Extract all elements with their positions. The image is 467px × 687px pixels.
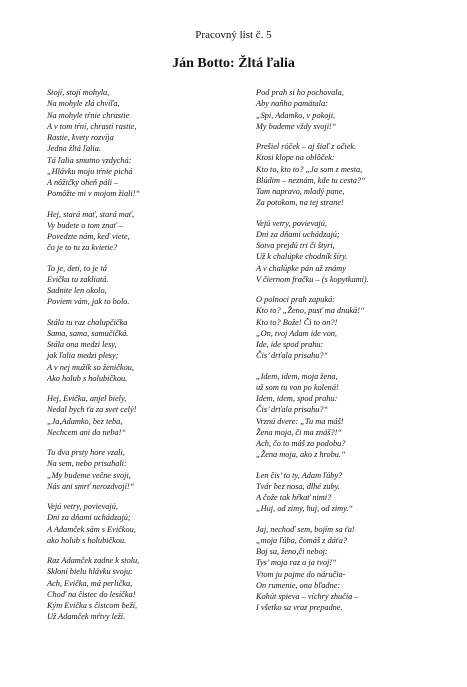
poem-line: „Idem, idem, moja žena, (256, 371, 338, 381)
poem-line: Ako holub s holubičkou. (47, 373, 128, 383)
poem-line: Tam napravo, mladý pane, (256, 187, 345, 196)
poem-line: „Huj, od zimy, huj, od zimy.“ (256, 504, 354, 514)
poem-line: Aby naňho pamätala: (256, 99, 328, 109)
poem-line: Tys’ moja raz a ja tvoj!“ (256, 558, 337, 568)
poem-line: „My budeme večne svoji, (47, 470, 131, 480)
poem-line: My budeme vždy svoji!“ (256, 121, 337, 131)
poem-line: Vrznú dvere: „Tu ma máš! (256, 416, 344, 426)
poem-line: Evička tu zakliatá. (47, 274, 109, 284)
poem-line: Nechcem ani do neba!“ (47, 427, 127, 437)
poem-left-column (47, 87, 257, 632)
poem-stanza (47, 87, 257, 200)
poem-line: A Adamček sám s Evičkou, (47, 524, 136, 534)
poem-line: „On, tvoj Adam ide von, (256, 328, 337, 338)
poem-line: A čože tak hŕkať nimi? (256, 493, 332, 502)
poem-line: čo je to tu za kvietie? (47, 243, 118, 253)
poem-line: I všetko sa vraz prepadne. (256, 603, 343, 613)
poem-stanza (256, 141, 466, 209)
poem-line: Nedal bych ťa za svet celý! (47, 405, 137, 415)
poem-stanza (47, 447, 257, 492)
poem-stanza (47, 263, 257, 308)
poem-line: Sadnite len okolo, (47, 286, 107, 295)
poem-line: Tu dva prsty hore vzali, (47, 448, 125, 457)
poem-stanza (47, 501, 257, 546)
poem-line: Na mohyle zlá chvíľa, (47, 99, 120, 109)
poem-line: Raz Adamček zadne k stolu, (47, 556, 140, 565)
poem-line: Na mohyle tŕnie chrastie (47, 110, 130, 120)
poem-line: Ach, Evička, má perlička, (47, 578, 133, 588)
poem-line: Čis’ drťala prisahu?“ (256, 351, 329, 361)
poem-line: „moja ľúba, čomáš z dáťa? (256, 535, 348, 545)
poem-line: Prešiel róček – aj šiaľ z očiek. (256, 142, 357, 151)
poem-stanza (47, 555, 257, 623)
poem-line: Dni za dňami uchádzajú; (47, 513, 131, 523)
poem-line: Nás ani smrť nerozdvojí!“ (47, 481, 135, 491)
poem-line: Kto to? „Ženo, pusť ma dnuká!“ (256, 306, 365, 316)
poem-stanza (256, 470, 466, 515)
poem-line: To je, deti, to je tá (47, 263, 107, 273)
poem-line: Stojí, stojí mohyla, (47, 88, 110, 97)
poem-line: Už Adamček mŕtvy leží. (47, 612, 126, 622)
poem-line: Boj sa, ženo,či neboj: (256, 547, 328, 556)
poem-line: „Žena moja, ako z hrobu.“ (256, 450, 346, 460)
poem-line: O polnoci prah zapuká: (256, 295, 336, 304)
poem-line: Dni za dňami uchádzajú; (256, 229, 340, 239)
poem-line: A v nej mužík so ženičkou, (47, 362, 134, 372)
poem-stanza (256, 524, 466, 614)
poem-line: „Hlávku moju tŕnie pichá (47, 166, 133, 176)
poem-line: „Ja,Adamko, bez teba, (47, 416, 123, 426)
poem-line: V čiernom fračku – (s kopytkami). (256, 274, 369, 284)
poem-line: Stála tu raz chalupčička (47, 317, 128, 327)
poem-line: Ach, čo to máš za podobu? (256, 439, 346, 448)
poem-line: Vejú vetry, povievajú, (47, 502, 118, 511)
poem-stanza (256, 87, 466, 132)
poem-line: Už k chalúpke chodník šíry. (256, 252, 348, 262)
poem-stanza (256, 218, 466, 286)
poem-line: Vejú vetry, povievajú, (256, 218, 327, 228)
poem-stanza (47, 209, 257, 254)
poem-stanza (47, 317, 257, 385)
poem-line: Skloní bielu hlávku svoju: (47, 567, 133, 577)
poem-line: A v tom tŕní, chrastí rastie, (47, 121, 137, 131)
poem-stanza (47, 393, 257, 438)
poem-line: ako holub s holubičkou. (47, 535, 127, 545)
poem-line: Blúdim – neznám, kde tu cesta?“ (256, 175, 366, 185)
poem-line: jak ľalia medzi plesy; (47, 351, 119, 361)
poem-stanza (256, 294, 466, 362)
poem-line: Ide, ide spod prahu: (256, 340, 324, 349)
poem-line: Žena moja, či ma znáš?!“ (256, 427, 342, 437)
poem-line: Hej, stará mať, stará mať, (47, 209, 134, 219)
poem-line: Na sem, nebo prisahali: (47, 459, 127, 469)
poem-line: Kohút spieva – víchry zhučia – (256, 592, 359, 601)
worksheet-label: Pracovný list č. 5 (195, 29, 272, 41)
poem-line: Čis’ drťala prisahu?“ (256, 405, 329, 415)
poem-line: Poviem vám, jak to bolo. (47, 297, 130, 307)
poem-stanza (256, 371, 466, 461)
poem-line: Vtom ju pojme do náručia- (256, 569, 346, 579)
poem-line: Pomôžte mi v mojom žiali!“ (47, 189, 141, 199)
poem-line: On rumenie, ona bľadne: (256, 580, 341, 590)
poem-line: Ktosi klope na oblôček: (256, 153, 335, 163)
poem-line: Jaj, nechoď sem, bojím sa ťa! (256, 524, 355, 534)
poem-line: Tá ľalia smutno vzdychá: (47, 155, 132, 165)
poem-line: A nôžičky oheň páli – (47, 178, 119, 187)
poem-line: Choď na čistec do lesíčka! (47, 589, 136, 599)
poem-line: Sama, sama, samučičká. (47, 328, 129, 338)
poem-right-column (256, 87, 466, 623)
poem-title: Ján Botto: Žltá ľalia (172, 56, 295, 71)
poem-line: Pod prah si ho pochovala, (256, 88, 344, 97)
poem-line: Kto to? Bože! Či to on?! (256, 317, 338, 327)
poem-line: A v chalúpke pán už známy (256, 263, 346, 273)
poem-line: Vy budete o tom znať – (47, 220, 123, 230)
poem-line: Len čis’ to ty, Adam ľúby? (256, 470, 343, 480)
poem-line: Sotva prejdú tri či štyri, (256, 241, 335, 250)
poem-line: Hej, Evička, anjel biely, (47, 394, 127, 403)
poem-line: Stála ona medzi lesy, (47, 340, 117, 349)
poem-line: Povedzte nám, keď viete, (47, 232, 130, 241)
poem-line: už som tu von po kolená! (256, 382, 339, 392)
poem-line: Za potokom, na tej strane! (256, 198, 344, 208)
poem-line: Rastie, kvety rozvíja (47, 133, 114, 142)
poem-line: Tvár bez nosa, dlhé zuby. (256, 481, 340, 491)
poem-line: Kto to, kto to? „Ja som z mesta, (256, 164, 363, 174)
poem-line: „Spi, Adamko, v pokoji, (256, 110, 336, 120)
poem-line: Idem, idem, spod prahu: (256, 394, 338, 403)
poem-line: Jedna žltá ľalia. (47, 144, 101, 154)
poem-line: Kým Evička s čistcom beží, (47, 601, 138, 610)
